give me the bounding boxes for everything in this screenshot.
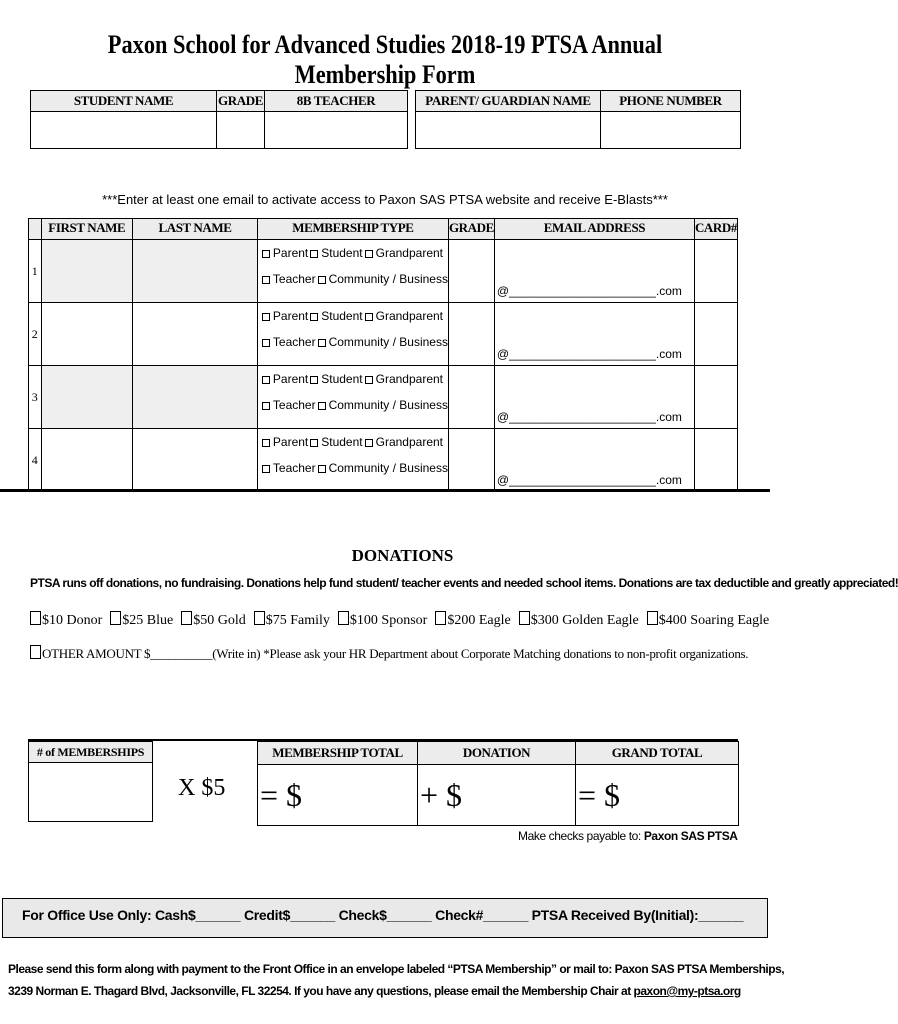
membership-type-label: Student xyxy=(321,246,363,260)
membership-type-checkbox[interactable] xyxy=(310,376,318,384)
membership-type-checkbox[interactable] xyxy=(310,250,318,258)
row-number: 4 xyxy=(29,429,42,492)
donation-option-label: $25 Blue xyxy=(122,613,174,628)
donation-option xyxy=(435,613,510,628)
membership-type-options xyxy=(257,366,448,429)
first-name-header: FIRST NAME xyxy=(41,219,133,240)
office-use-text: For Office Use Only: Cash$______ Credit$______ Check$______ Check#______ PTSA Received By(Initial):______ xyxy=(22,907,744,923)
membership-type-checkbox[interactable] xyxy=(365,250,373,258)
member-row xyxy=(29,303,738,366)
donation-checkbox[interactable] xyxy=(110,611,121,625)
parent-info-table xyxy=(415,90,741,149)
donation-option xyxy=(30,613,102,628)
membership-type-checkbox[interactable] xyxy=(318,465,326,473)
email-instruction: ***Enter at least one email to activate access to Paxon SAS PTSA website and receive E-Blasts*** xyxy=(102,192,668,207)
membership-type-options xyxy=(257,303,448,366)
membership-type-header: MEMBERSHIP TYPE xyxy=(257,219,448,240)
other-amount-checkbox[interactable] xyxy=(30,645,41,659)
member-row xyxy=(29,240,738,303)
membership-type-checkbox[interactable] xyxy=(365,439,373,447)
section-divider xyxy=(0,489,770,492)
donation-header: DONATION xyxy=(418,742,576,765)
footer-line-2 xyxy=(8,984,741,998)
teacher-header: 8B TEACHER xyxy=(265,91,408,112)
membership-type-checkbox[interactable] xyxy=(262,402,270,410)
grade-field[interactable] xyxy=(448,303,494,366)
card-number-field[interactable] xyxy=(694,366,737,429)
donation-option-label: $400 Soaring Eagle xyxy=(658,613,770,628)
last-name-field[interactable] xyxy=(133,240,258,303)
grade-header: GRADE xyxy=(217,91,265,112)
row-number-header xyxy=(29,219,42,240)
grand-total-field[interactable]: = $ xyxy=(576,765,739,826)
footer-line-1: Please send this form along with payment to the Front Office in an envelope labeled “PTSA Membership” or mail to: Paxon SAS PTSA Memberships, xyxy=(8,962,785,976)
first-name-field[interactable] xyxy=(41,429,133,492)
donation-checkbox[interactable] xyxy=(181,611,192,625)
email-field[interactable]: @______________________.com xyxy=(494,429,694,492)
membership-type-label: Teacher xyxy=(272,398,316,412)
phone-field[interactable] xyxy=(601,112,741,149)
card-number-field[interactable] xyxy=(694,303,737,366)
membership-type-checkbox[interactable] xyxy=(365,376,373,384)
donations-title: DONATIONS xyxy=(351,546,454,565)
membership-type-checkbox[interactable] xyxy=(318,402,326,410)
membership-type-checkbox[interactable] xyxy=(262,439,270,447)
donation-checkbox[interactable] xyxy=(30,611,41,625)
donation-checkbox[interactable] xyxy=(254,611,265,625)
donation-option xyxy=(110,613,173,628)
membership-price: X $5 xyxy=(178,775,226,801)
membership-type-label: Community / Business xyxy=(328,272,448,286)
grand-total-header: GRAND TOTAL xyxy=(576,742,739,765)
membership-type-label: Student xyxy=(321,372,363,386)
parent-name-field[interactable] xyxy=(416,112,601,149)
card-number-field[interactable] xyxy=(694,240,737,303)
student-name-field[interactable] xyxy=(31,112,217,149)
student-name-header: STUDENT NAME xyxy=(31,91,217,112)
membership-type-options xyxy=(257,240,448,303)
membership-type-checkbox[interactable] xyxy=(318,339,326,347)
email-field[interactable]: @______________________.com xyxy=(494,303,694,366)
donation-options xyxy=(30,611,777,629)
row-number: 1 xyxy=(29,240,42,303)
email-field[interactable]: @______________________.com xyxy=(494,366,694,429)
donation-option-label: $100 Sponsor xyxy=(349,613,428,628)
checks-payee: Paxon SAS PTSA xyxy=(643,829,738,843)
membership-total-field[interactable]: = $ xyxy=(258,765,418,826)
donations-description: PTSA runs off donations, no fundraising. Donations help fund student/ teacher events and needed school items. Donations are tax deductible and greatly appreciated! xyxy=(30,576,898,590)
donation-option-label: $200 Eagle xyxy=(447,613,511,628)
membership-type-label: Community / Business xyxy=(328,461,448,475)
other-amount-label: OTHER AMOUNT $__________(Write in) *Please ask your HR Department about Corporate Matching donations to non-profit organizations. xyxy=(42,646,749,661)
grade-col-header: GRADE xyxy=(448,219,494,240)
member-row xyxy=(29,366,738,429)
memberships-count-header: # of MEMBERSHIPS xyxy=(28,741,153,762)
donation-option-label: $75 Family xyxy=(265,613,330,628)
donation-option xyxy=(254,613,330,628)
donation-checkbox[interactable] xyxy=(519,611,530,625)
membership-type-label: Community / Business xyxy=(328,335,448,349)
grade-field[interactable] xyxy=(217,112,265,149)
membership-type-label: Grandparent xyxy=(375,246,444,260)
membership-type-checkbox[interactable] xyxy=(262,376,270,384)
membership-type-label: Teacher xyxy=(272,272,316,286)
donation-option-label: $50 Gold xyxy=(193,613,246,628)
membership-type-checkbox[interactable] xyxy=(262,250,270,258)
donation-option xyxy=(181,613,246,628)
membership-type-label: Grandparent xyxy=(375,309,444,323)
membership-type-label: Teacher xyxy=(272,461,316,475)
checks-payable-note xyxy=(518,829,738,843)
footer-line-2-text: 3239 Norman E. Thagard Blvd, Jacksonville, FL 32254. If you have any questions, please email the Membership Chair at xyxy=(8,984,634,998)
donation-field[interactable]: + $ xyxy=(418,765,576,826)
membership-type-label: Parent xyxy=(272,309,309,323)
parent-name-header: PARENT/ GUARDIAN NAME xyxy=(416,91,601,112)
membership-type-checkbox[interactable] xyxy=(310,313,318,321)
memberships-count-field[interactable] xyxy=(28,762,153,822)
form-title: Paxon School for Advanced Studies 2018-19 PTSA Annual Membership Form xyxy=(107,30,663,89)
grade-field[interactable] xyxy=(448,366,494,429)
last-name-field[interactable] xyxy=(133,366,258,429)
membership-type-label: Teacher xyxy=(272,335,316,349)
membership-chair-email-link[interactable]: paxon@my-ptsa.org xyxy=(633,984,741,998)
donation-checkbox[interactable] xyxy=(647,611,658,625)
first-name-field[interactable] xyxy=(41,240,133,303)
donation-option xyxy=(338,613,427,628)
membership-type-label: Student xyxy=(321,309,363,323)
donation-option xyxy=(647,613,769,628)
membership-type-checkbox[interactable] xyxy=(262,339,270,347)
donation-option-label: $300 Golden Eagle xyxy=(530,613,639,628)
email-field[interactable]: @______________________.com xyxy=(494,240,694,303)
membership-type-label: Parent xyxy=(272,435,309,449)
last-name-field[interactable] xyxy=(133,429,258,492)
membership-type-checkbox[interactable] xyxy=(310,439,318,447)
checks-payable-prefix: Make checks payable to: xyxy=(518,829,644,843)
donation-checkbox[interactable] xyxy=(338,611,349,625)
membership-type-label: Parent xyxy=(272,246,309,260)
grade-field[interactable] xyxy=(448,429,494,492)
membership-type-label: Grandparent xyxy=(375,435,444,449)
email-header: EMAIL ADDRESS xyxy=(494,219,694,240)
row-number: 2 xyxy=(29,303,42,366)
student-info-table xyxy=(30,90,408,149)
membership-type-label: Student xyxy=(321,435,363,449)
members-table xyxy=(28,218,738,492)
membership-type-options xyxy=(257,429,448,492)
totals-table xyxy=(257,741,739,826)
membership-type-label: Parent xyxy=(272,372,309,386)
membership-total-header: MEMBERSHIP TOTAL xyxy=(258,742,418,765)
donation-checkbox[interactable] xyxy=(435,611,446,625)
first-name-field[interactable] xyxy=(41,366,133,429)
card-header: CARD# xyxy=(694,219,737,240)
membership-type-checkbox[interactable] xyxy=(318,276,326,284)
last-name-field[interactable] xyxy=(133,303,258,366)
membership-type-checkbox[interactable] xyxy=(262,276,270,284)
donation-option-label: $10 Donor xyxy=(42,613,103,628)
last-name-header: LAST NAME xyxy=(133,219,258,240)
teacher-field[interactable] xyxy=(265,112,408,149)
grade-field[interactable] xyxy=(448,240,494,303)
card-number-field[interactable] xyxy=(694,429,737,492)
member-row xyxy=(29,429,738,492)
membership-type-label: Community / Business xyxy=(328,398,448,412)
donation-option xyxy=(519,613,639,628)
membership-type-label: Grandparent xyxy=(375,372,444,386)
membership-type-checkbox[interactable] xyxy=(262,313,270,321)
membership-type-checkbox[interactable] xyxy=(262,465,270,473)
donation-other xyxy=(30,645,748,662)
first-name-field[interactable] xyxy=(41,303,133,366)
phone-header: PHONE NUMBER xyxy=(601,91,741,112)
membership-type-checkbox[interactable] xyxy=(365,313,373,321)
row-number: 3 xyxy=(29,366,42,429)
